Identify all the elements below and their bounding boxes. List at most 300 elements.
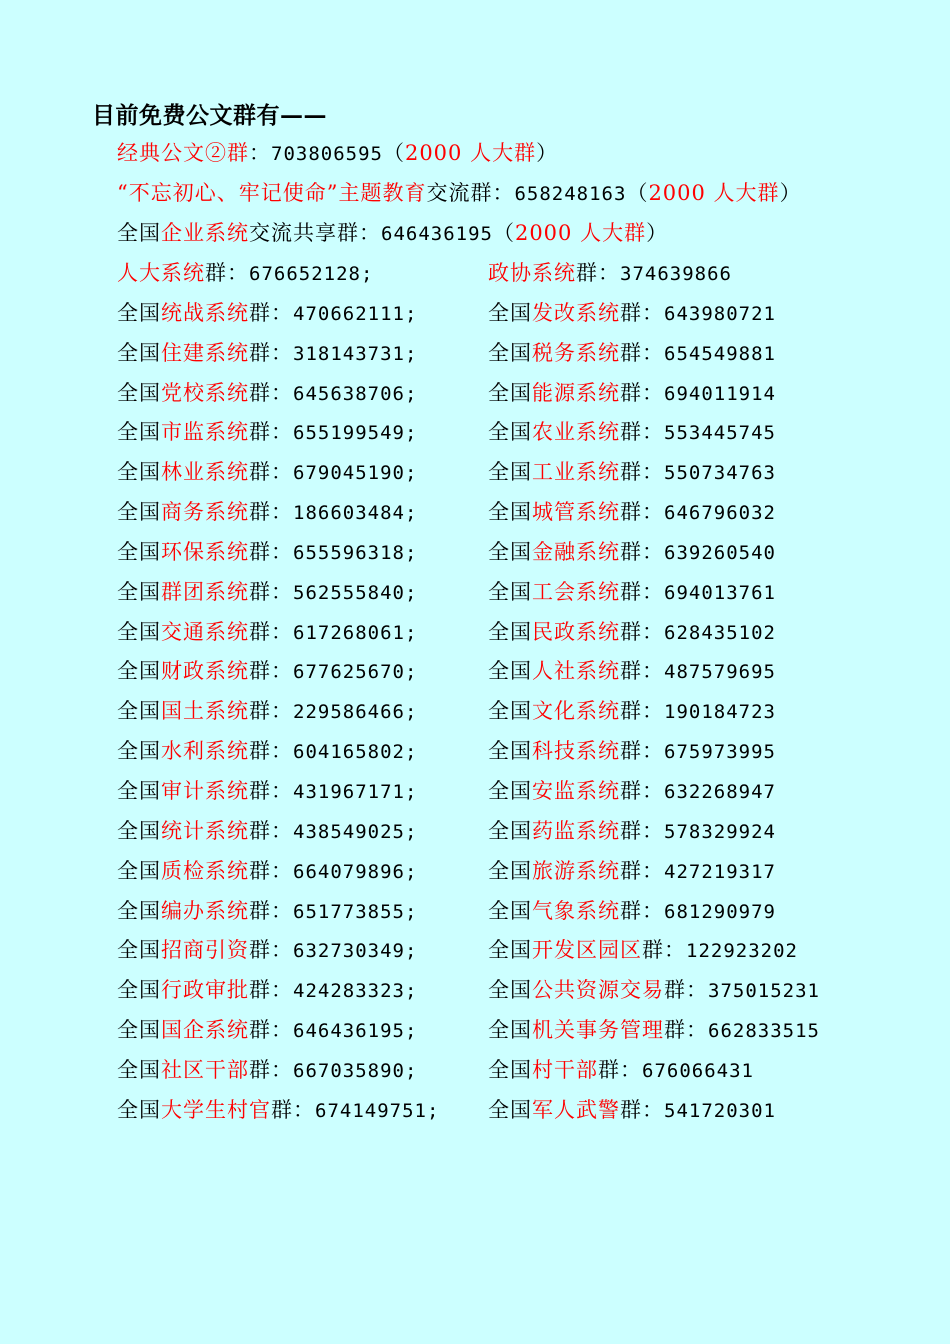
list-item [488,856,776,887]
group-suffix: 群 [249,460,271,485]
group-suffix: 群 [620,340,642,365]
group-suffix: 群 [249,300,271,325]
list-item [488,338,776,369]
group-number: 703806595 [271,143,383,165]
group-suffix: 群 [249,739,271,764]
group-prefix: 全国 [117,699,161,724]
group-number: 617268061; [293,621,418,644]
group-suffix: 群 [620,380,642,405]
list-item [117,656,417,687]
group-name: 税务系统 [532,340,620,365]
group-prefix: 全国 [488,579,532,604]
group-number: 662833515 [708,1020,820,1043]
group-list [117,258,937,1135]
group-number: 655199549; [293,422,418,445]
list-item [117,298,417,329]
group-prefix: 全国 [117,619,161,644]
list-item [117,378,417,409]
list-row [117,1095,937,1135]
list-item [488,1015,820,1046]
list-item [117,457,417,488]
colon: ： [271,340,293,365]
group-prefix: 全国 [488,898,532,923]
colon: ： [642,778,664,803]
group-suffix: 群 [249,619,271,644]
list-item [117,338,417,369]
colon: ： [642,300,664,325]
colon: ： [271,858,293,883]
group-prefix: 全国 [488,739,532,764]
featured-group-line [117,178,802,209]
group-number: 541720301 [664,1099,776,1122]
list-row [117,935,937,975]
group-prefix: 全国 [117,460,161,485]
list-item [117,1015,417,1046]
group-number: 578329924 [664,820,776,843]
colon: ： [620,1057,642,1082]
featured-group-line [117,138,558,169]
group-suffix: 群 [620,739,642,764]
group-prefix: 全国 [117,340,161,365]
group-name: 能源系统 [532,380,620,405]
group-number: 553445745 [664,422,776,445]
list-item [488,1095,776,1126]
list-item [117,258,373,289]
group-prefix: 全国 [488,858,532,883]
group-prefix: 全国 [117,659,161,684]
colon: ： [271,1057,293,1082]
colon: ： [271,579,293,604]
colon: ： [271,460,293,485]
group-number: 604165802; [293,741,418,764]
colon: ： [642,858,664,883]
list-row [117,298,937,338]
group-prefix: 全国 [117,539,161,564]
list-item [117,617,417,648]
group-prefix: 全国 [488,539,532,564]
group-prefix: 全国 [488,460,532,485]
group-number: 487579695 [664,661,776,684]
colon: ： [642,340,664,365]
group-name: 人大系统 [117,261,205,285]
group-prefix: 全国 [117,380,161,405]
group-name: 环保系统 [161,539,249,564]
list-row [117,1015,937,1055]
group-suffix: 群 [249,380,271,405]
group-prefix: 全国 [117,938,161,963]
group-number: 424283323; [293,980,418,1003]
colon: ： [642,619,664,644]
featured-group-line [117,218,668,249]
list-row [117,656,937,696]
group-prefix: 全国 [117,739,161,764]
group-name: 城管系统 [532,500,620,525]
group-name: 大学生村官 [161,1097,271,1122]
group-suffix: 群 [620,619,642,644]
group-text: ） [646,221,669,245]
list-item [117,497,417,528]
group-suffix: 群 [249,340,271,365]
group-name: 财政系统 [161,659,249,684]
group-prefix: 全国 [488,1057,532,1082]
colon: ： [642,380,664,405]
group-number: 676652128; [249,263,374,285]
group-number: 664079896; [293,860,418,883]
group-name: 统计系统 [161,818,249,843]
colon: ： [642,500,664,525]
group-prefix: 全国 [117,1018,161,1043]
colon: ： [642,579,664,604]
group-name: 村干部 [532,1057,598,1082]
list-item [488,537,776,568]
group-number: 676066431 [642,1059,754,1082]
group-number: 122923202 [686,940,798,963]
group-suffix: 群 [620,300,642,325]
group-number: 438549025; [293,820,418,843]
group-number: 675973995 [664,741,776,764]
group-prefix: 全国 [117,500,161,525]
list-row [117,378,937,418]
group-prefix: 全国 [488,380,532,405]
group-prefix: 全国 [488,340,532,365]
group-text: （ [626,181,649,205]
colon: ： [271,818,293,843]
colon: ： [642,1097,664,1122]
list-row [117,896,937,936]
list-item [117,816,417,847]
group-prefix: 全国 [117,858,161,883]
colon: ： [271,659,293,684]
list-item [488,298,776,329]
group-text: （ [382,141,405,165]
list-item [488,935,798,966]
group-name: 文化系统 [532,699,620,724]
list-item [488,896,776,927]
colon: ： [271,619,293,644]
group-name: 商务系统 [161,500,249,525]
group-suffix: 群 [620,500,642,525]
group-suffix: 群 [620,539,642,564]
group-name: 水利系统 [161,739,249,764]
list-row [117,975,937,1015]
group-number: 229586466; [293,701,418,724]
group-name: 群团系统 [161,579,249,604]
list-item [117,537,417,568]
group-suffix: 群 [249,500,271,525]
list-item [488,816,776,847]
list-item [117,696,417,727]
group-name: 农业系统 [532,420,620,445]
group-number: 645638706; [293,382,418,405]
list-row [117,537,937,577]
group-suffix: 群 [620,778,642,803]
group-name: 行政审批 [161,978,249,1003]
list-item [117,856,417,887]
group-prefix: 全国 [117,579,161,604]
group-name: 人社系统 [532,659,620,684]
list-row [117,736,937,776]
group-name: 林业系统 [161,460,249,485]
list-row [117,1055,937,1095]
colon: ： [686,978,708,1003]
list-row [117,497,937,537]
group-suffix: 群 [249,778,271,803]
list-item [488,975,820,1006]
group-name: 工会系统 [532,579,620,604]
group-prefix: 全国 [488,300,532,325]
group-prefix: 全国 [488,699,532,724]
colon: ： [686,1018,708,1043]
list-item [117,1055,417,1086]
colon: ： [642,420,664,445]
group-prefix: 全国 [488,420,532,445]
list-item [488,1055,754,1086]
group-number: 628435102 [664,621,776,644]
list-row [117,577,937,617]
group-suffix: 群 [620,898,642,923]
group-number: 654549881 [664,342,776,365]
colon: ： [271,420,293,445]
list-row [117,338,937,378]
list-item [117,935,417,966]
group-suffix: 群 [664,978,686,1003]
group-prefix: 全国 [117,1057,161,1082]
group-number: 550734763 [664,462,776,485]
group-suffix: 群 [249,659,271,684]
group-text: 交流群： [426,181,515,205]
group-suffix: 群 [620,818,642,843]
group-text: 交流共享群： [249,221,381,245]
group-name: 国土系统 [161,699,249,724]
group-suffix: 群 [249,579,271,604]
colon: ： [642,898,664,923]
group-name: 经典公文②群 [117,141,249,165]
list-item [117,1095,439,1126]
group-prefix: 全国 [488,818,532,843]
colon: ： [271,898,293,923]
group-suffix: 群 [576,261,598,285]
group-name: 编办系统 [161,898,249,923]
group-text: 全国 [117,221,161,245]
colon: ： [642,539,664,564]
group-prefix: 全国 [488,938,532,963]
group-prefix: 全国 [117,300,161,325]
list-item [488,736,776,767]
colon: ： [271,500,293,525]
list-row [117,696,937,736]
list-row [117,617,937,657]
list-item [117,776,417,807]
group-number: 694011914 [664,382,776,405]
list-item [488,497,776,528]
group-number: 651773855; [293,900,418,923]
group-number: 646436195; [293,1020,418,1043]
group-name: 金融系统 [532,539,620,564]
group-suffix: 群 [249,978,271,1003]
list-row [117,776,937,816]
group-prefix: 全国 [488,1018,532,1043]
group-name: 统战系统 [161,300,249,325]
list-item [488,258,732,289]
group-number: 190184723 [664,701,776,724]
group-prefix: 全国 [117,778,161,803]
group-name: 招商引资 [161,938,249,963]
group-number: 431967171; [293,780,418,803]
colon: ： [642,460,664,485]
group-suffix: 群 [620,659,642,684]
group-number: 694013761 [664,581,776,604]
colon: ： [271,699,293,724]
group-name: 发改系统 [532,300,620,325]
group-name: 2000 人大群 [648,181,780,205]
group-number: 562555840; [293,581,418,604]
group-number: 643980721 [664,302,776,325]
group-prefix: 全国 [117,978,161,1003]
group-suffix: 群 [205,261,227,285]
group-number: 186603484; [293,502,418,525]
colon: ： [598,261,620,285]
group-name: 2000 人大群 [404,141,537,165]
group-name: 公共资源交易 [532,978,664,1003]
list-item [488,656,776,687]
group-suffix: 群 [598,1057,620,1082]
colon: ： [642,699,664,724]
list-item [117,736,417,767]
group-suffix: 群 [249,938,271,963]
group-number: 470662111; [293,302,418,325]
group-number: 427219317 [664,860,776,883]
list-item [117,975,417,1006]
colon: ： [271,778,293,803]
group-prefix: 全国 [117,420,161,445]
list-item [117,577,417,608]
group-number: 646436195 [381,223,493,245]
list-row [117,816,937,856]
group-prefix: 全国 [488,778,532,803]
group-name: 军人武警 [532,1097,620,1122]
list-item [488,457,776,488]
list-row [117,417,937,457]
list-item [488,378,776,409]
group-name: 国企系统 [161,1018,249,1043]
group-name: 安监系统 [532,778,620,803]
group-name: “不忘初心、牢记使命”主题教育 [117,181,427,205]
colon: ： [271,1018,293,1043]
page-title: 目前免费公文群有—— [92,102,327,129]
group-name: 工业系统 [532,460,620,485]
group-name: 审计系统 [161,778,249,803]
group-name: 科技系统 [532,739,620,764]
group-name: 企业系统 [161,221,249,245]
group-number: 632268947 [664,780,776,803]
group-prefix: 全国 [488,978,532,1003]
colon: ： [642,659,664,684]
list-item [488,776,776,807]
group-prefix: 全国 [488,619,532,644]
list-item [488,577,776,608]
group-text: ： [249,141,271,165]
group-name: 政协系统 [488,261,576,285]
group-name: 开发区园区 [532,938,642,963]
group-name: 2000 人大群 [514,221,647,245]
group-prefix: 全国 [488,500,532,525]
colon: ： [293,1097,315,1122]
group-name: 党校系统 [161,380,249,405]
list-item [117,417,417,448]
group-name: 质检系统 [161,858,249,883]
group-number: 374639866 [620,263,732,285]
group-number: 646796032 [664,502,776,525]
group-number: 667035890; [293,1059,418,1082]
group-prefix: 全国 [117,818,161,843]
list-item [488,417,776,448]
group-prefix: 全国 [117,898,161,923]
group-name: 市监系统 [161,420,249,445]
list-item [488,617,776,648]
colon: ： [271,978,293,1003]
group-suffix: 群 [249,539,271,564]
group-number: 674149751; [315,1099,440,1122]
colon: ： [271,539,293,564]
group-number: 632730349; [293,940,418,963]
group-text: （ [492,221,515,245]
list-row [117,457,937,497]
group-suffix: 群 [620,420,642,445]
group-suffix: 群 [249,420,271,445]
group-suffix: 群 [620,1097,642,1122]
group-name: 交通系统 [161,619,249,644]
group-number: 677625670; [293,661,418,684]
group-number: 639260540 [664,541,776,564]
group-number: 679045190; [293,462,418,485]
group-name: 住建系统 [161,340,249,365]
group-name: 药监系统 [532,818,620,843]
group-prefix: 全国 [117,1097,161,1122]
colon: ： [664,938,686,963]
group-suffix: 群 [620,858,642,883]
list-item [117,896,417,927]
group-prefix: 全国 [488,659,532,684]
colon: ： [227,261,249,285]
group-suffix: 群 [249,858,271,883]
group-suffix: 群 [249,1057,271,1082]
group-suffix: 群 [620,460,642,485]
group-suffix: 群 [249,898,271,923]
colon: ： [271,380,293,405]
group-prefix: 全国 [488,1097,532,1122]
list-row [117,258,937,298]
group-number: 658248163 [514,183,627,205]
group-text: ） [536,141,559,165]
colon: ： [642,739,664,764]
group-name: 机关事务管理 [532,1018,664,1043]
colon: ： [271,938,293,963]
group-name: 社区干部 [161,1057,249,1082]
group-number: 375015231 [708,980,820,1003]
group-number: 318143731; [293,342,418,365]
group-suffix: 群 [249,1018,271,1043]
colon: ： [271,300,293,325]
group-suffix: 群 [664,1018,686,1043]
group-suffix: 群 [642,938,664,963]
group-text: ） [779,181,802,205]
group-name: 民政系统 [532,619,620,644]
group-suffix: 群 [249,818,271,843]
group-suffix: 群 [620,699,642,724]
group-suffix: 群 [620,579,642,604]
list-item [488,696,776,727]
colon: ： [642,818,664,843]
